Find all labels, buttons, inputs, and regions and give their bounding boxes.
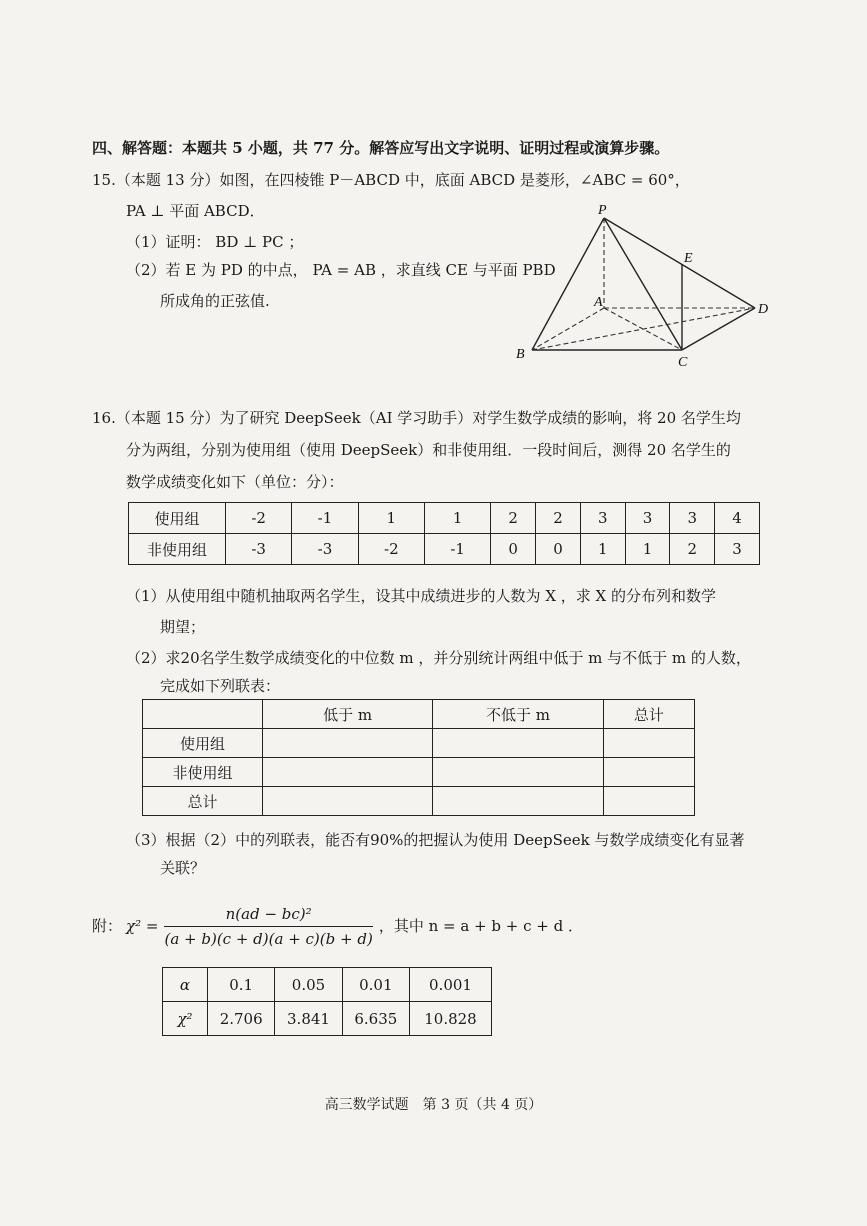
score-cell: 1 (580, 534, 625, 565)
score-cell: 1 (625, 534, 670, 565)
appendix-formula (92, 900, 583, 952)
q16-part2-line2: 完成如下列联表： (160, 677, 281, 695)
chi-value: 10.828 (409, 1002, 491, 1036)
contingency-header-cell: 低于 m (262, 700, 432, 729)
chi-fraction (164, 904, 372, 949)
chi-denominator: (a + b)(c + d)(a + c)(b + d) (164, 929, 373, 948)
score-cell: 0 (536, 534, 581, 565)
contingency-blank-cell (603, 729, 694, 758)
q15-part2-line2: 所成角的正弦值. (160, 292, 270, 310)
contingency-blank-cell (262, 787, 432, 816)
contingency-blank-cell (262, 758, 432, 787)
contingency-header-cell: 不低于 m (433, 700, 603, 729)
q16-stem-line2: 分为两组，分别为使用组（使用 DeepSeek）和非使用组．一段时间后，测得 20 名学生的 (126, 441, 731, 459)
page-footer: 高三数学试题 第 3 页（共 4 页） (324, 1097, 543, 1113)
appendix-prefix: 附： (92, 917, 123, 935)
contingency-row (143, 758, 695, 787)
pyramid-figure (510, 200, 780, 370)
label-C: C (678, 355, 688, 370)
score-cell: 2 (491, 503, 536, 534)
alpha-value: 0.1 (208, 968, 275, 1002)
score-cell: -2 (358, 534, 424, 565)
label-A: A (594, 295, 603, 310)
alpha-value: 0.01 (342, 968, 409, 1002)
score-row-label: 使用组 (129, 503, 226, 534)
edge-PB (532, 218, 604, 350)
score-cell: 3 (715, 534, 760, 565)
formula-suffix: ，其中 n = a + b + c + d ． (378, 917, 583, 935)
score-cell: -2 (226, 503, 292, 534)
score-row (129, 503, 760, 534)
chi-row (163, 1002, 492, 1036)
critical-value-table (162, 967, 492, 1036)
contingency-row-label: 使用组 (143, 729, 263, 758)
q16-part2-line1: （2）求20名学生数学成绩变化的中位数 m ，并分别统计两组中低于 m 与不低于 m 的人数， (126, 649, 751, 667)
label-P: P (598, 203, 607, 218)
score-cell: 1 (358, 503, 424, 534)
score-cell: 3 (670, 503, 715, 534)
score-cell: -1 (424, 534, 490, 565)
score-cell: 1 (424, 503, 490, 534)
chi-value: 2.706 (208, 1002, 275, 1036)
contingency-header-cell: 总计 (603, 700, 694, 729)
edge-PC (604, 218, 682, 350)
contingency-table (142, 699, 695, 816)
score-table (128, 502, 760, 565)
contingency-row (143, 787, 695, 816)
score-cell: -3 (226, 534, 292, 565)
q15-stem-line1: 15.（本题 13 分）如图，在四棱锥 P－ABCD 中，底面 ABCD 是菱形，∠ABC = 60°， (92, 171, 690, 189)
score-cell: -1 (292, 503, 358, 534)
chi-numerator: n(ad − bc)² (164, 904, 372, 927)
q16-part1-line2: 期望； (160, 618, 206, 636)
q16-part3-line1: （3）根据（2）中的列联表，能否有90%的把握认为使用 DeepSeek 与数学成绩变化有显著 (126, 831, 745, 849)
contingency-row-label: 总计 (143, 787, 263, 816)
contingency-blank-cell (433, 758, 603, 787)
chi-value: 3.841 (275, 1002, 342, 1036)
score-cell: 3 (580, 503, 625, 534)
contingency-header-cell (143, 700, 263, 729)
alpha-value: 0.001 (409, 968, 491, 1002)
score-cell: 0 (491, 534, 536, 565)
score-cell: 2 (536, 503, 581, 534)
label-E: E (684, 251, 693, 266)
edge-PD (604, 218, 755, 308)
score-row (129, 534, 760, 565)
score-cell: 2 (670, 534, 715, 565)
q15-part1: （1）证明： BD ⊥ PC ； (126, 233, 304, 251)
q16-stem-line3: 数学成绩变化如下（单位：分）： (126, 473, 344, 491)
section-heading: 四、解答题：本题共 5 小题，共 77 分。解答应写出文字说明、证明过程或演算步骤。 (92, 139, 670, 157)
label-B: B (516, 347, 525, 362)
contingency-row (143, 729, 695, 758)
contingency-blank-cell (603, 758, 694, 787)
alpha-row (163, 968, 492, 1002)
score-cell: 4 (715, 503, 760, 534)
contingency-row-label: 非使用组 (143, 758, 263, 787)
contingency-blank-cell (433, 787, 603, 816)
contingency-header-row (143, 700, 695, 729)
score-cell: 3 (625, 503, 670, 534)
contingency-blank-cell (433, 729, 603, 758)
score-cell: -3 (292, 534, 358, 565)
contingency-blank-cell (603, 787, 694, 816)
q16-stem-line1: 16.（本题 15 分）为了研究 DeepSeek（AI 学习助手）对学生数学成绩的影响，将 20 名学生均 (92, 409, 741, 427)
edge-BD (532, 308, 755, 350)
edge-CD (682, 308, 755, 350)
alpha-label: α (163, 968, 208, 1002)
label-D: D (758, 302, 769, 317)
chi-label: χ² (163, 1002, 208, 1036)
chi-value: 6.635 (342, 1002, 409, 1036)
q15-stem-line2: PA ⊥ 平面 ABCD． (126, 202, 265, 220)
score-row-label: 非使用组 (129, 534, 226, 565)
contingency-blank-cell (262, 729, 432, 758)
q16-part3-line2: 关联？ (160, 859, 206, 877)
alpha-value: 0.05 (275, 968, 342, 1002)
chi-lhs: χ² = (126, 917, 159, 935)
q15-part2-line1: （2）若 E 为 PD 的中点， PA = AB ，求直线 CE 与平面 PBD (126, 261, 556, 279)
q16-part1-line1: （1）从使用组中随机抽取两名学生，设其中成绩进步的人数为 X ，求 X 的分布列和数学 (126, 587, 716, 605)
